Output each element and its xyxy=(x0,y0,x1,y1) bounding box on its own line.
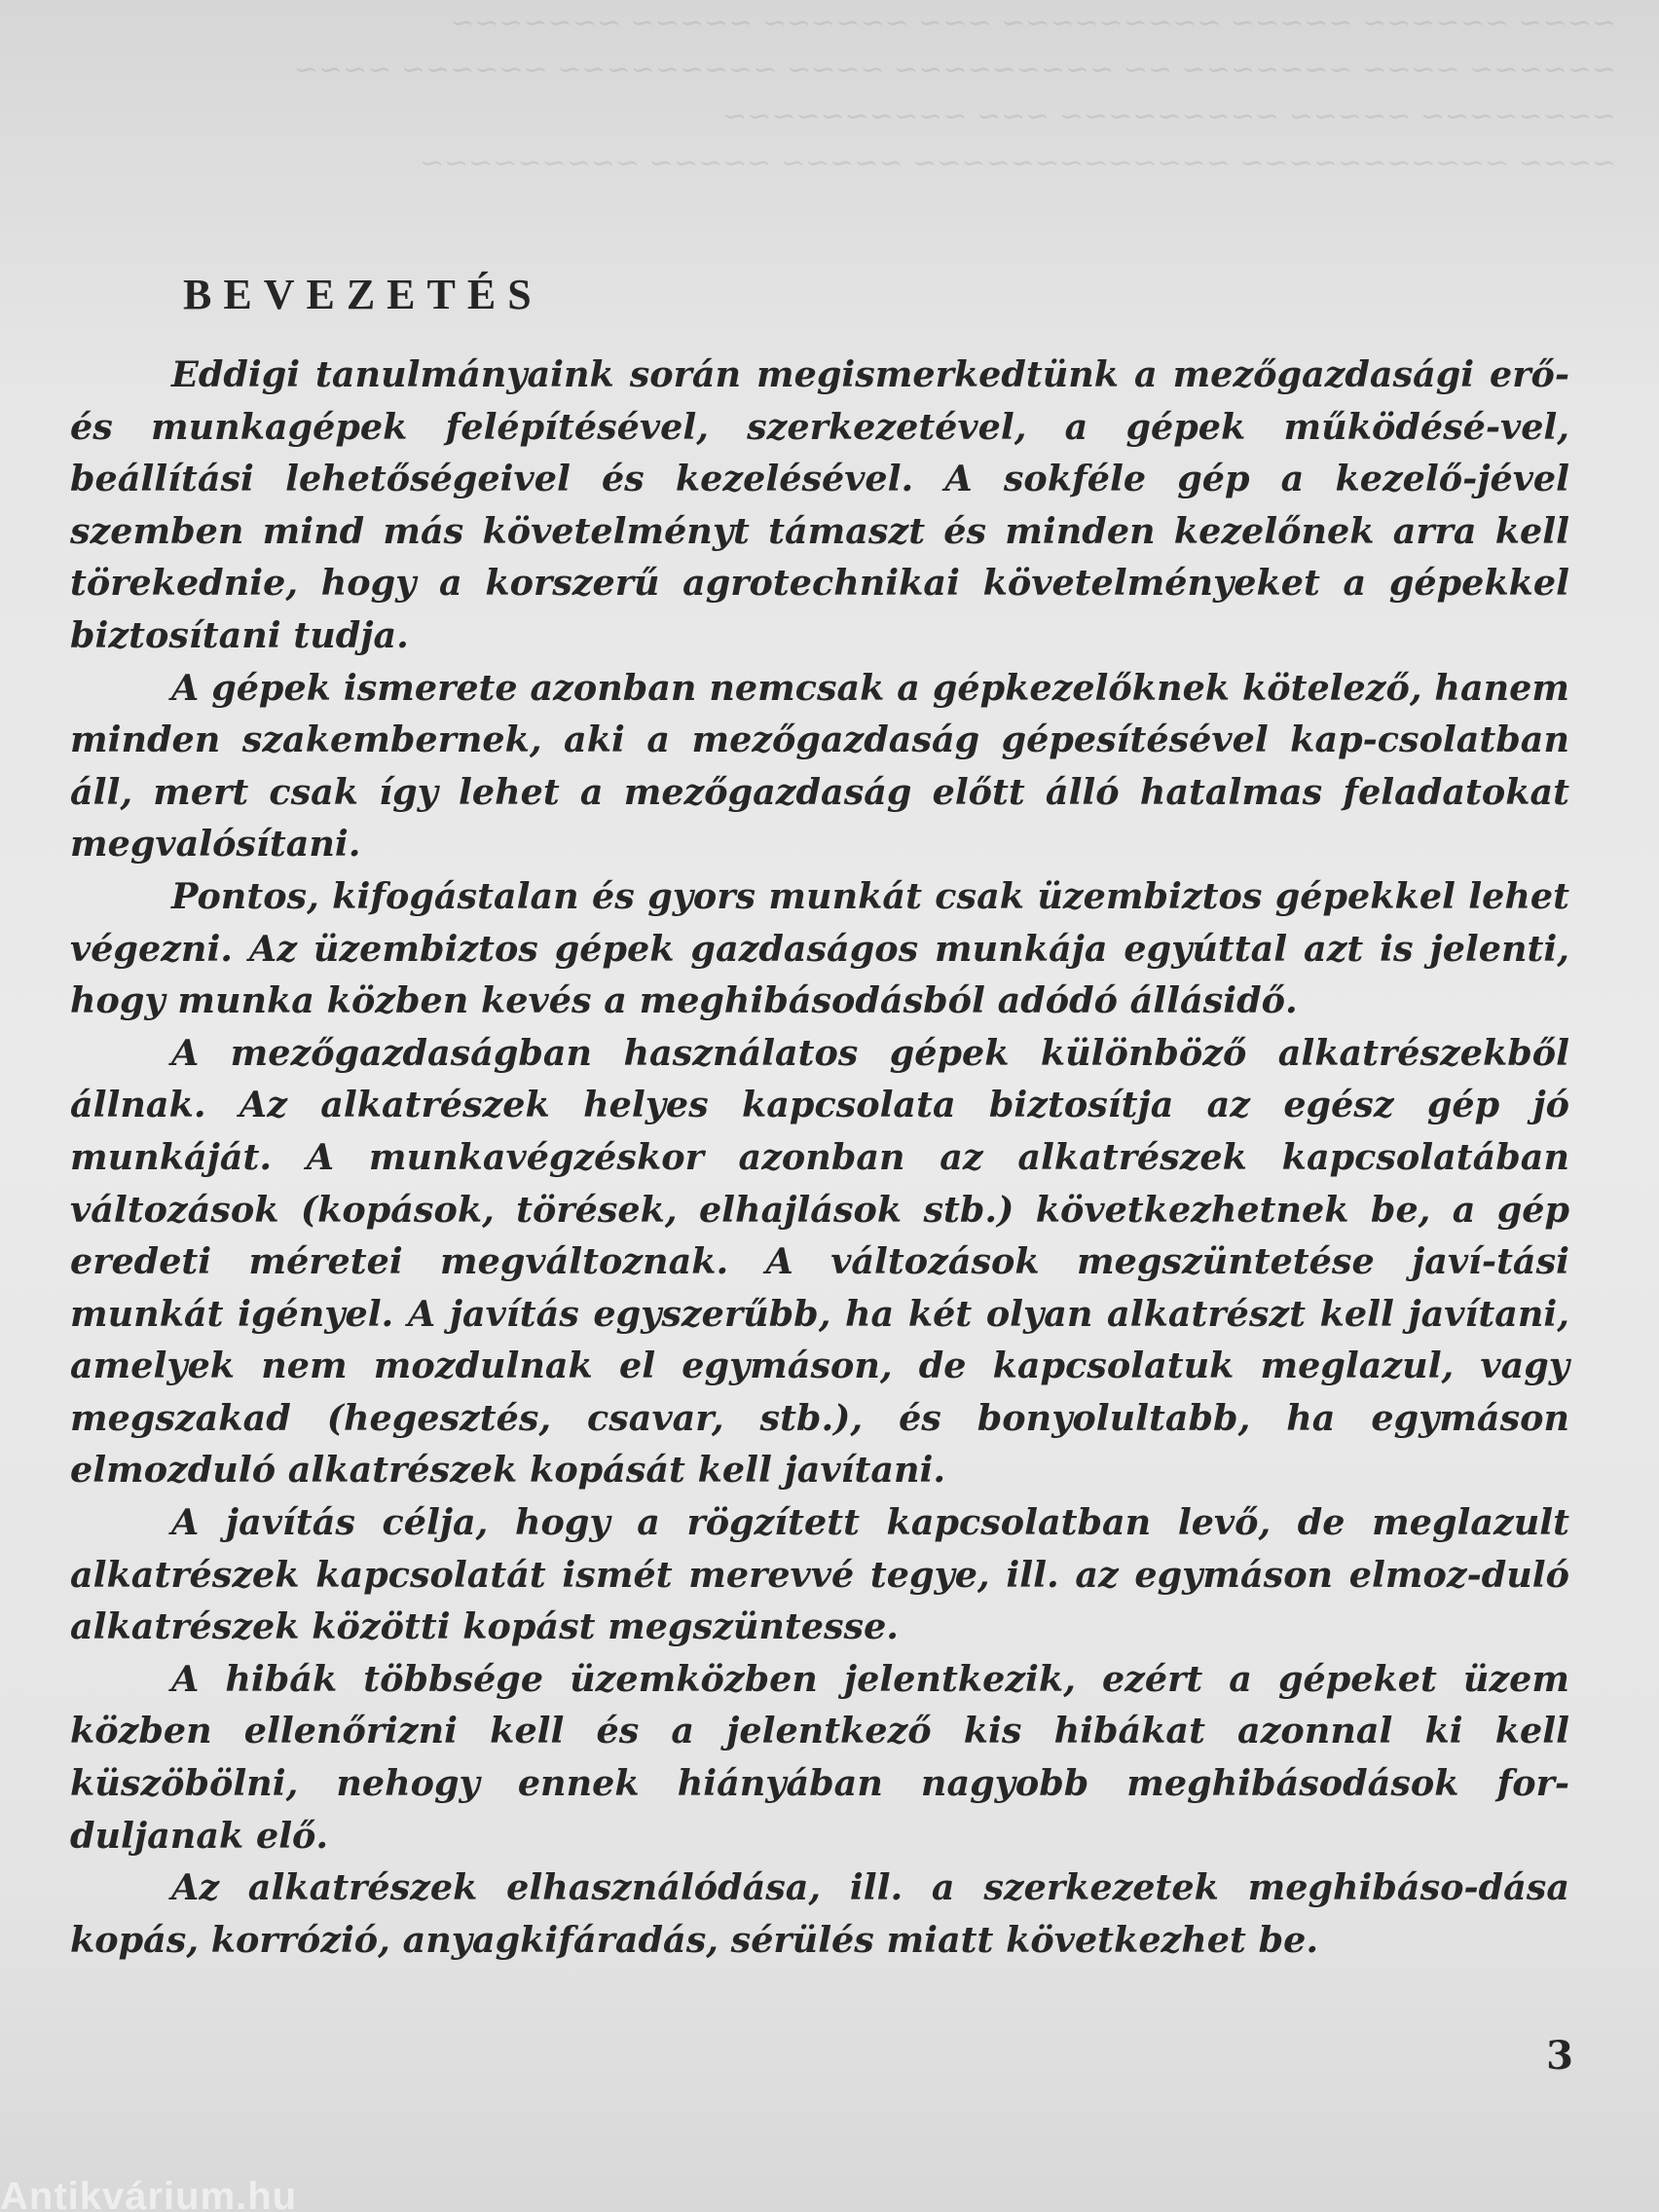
body-text xyxy=(70,349,1569,1966)
paragraph-6: A hibák többsége üzemközben jelentkezik, ezért a gépeket üzem közben ellenőrizni kell és a jelentkező kis hibákat azonnal ki kell küszöbölni, nehogy ennek hiányában nagyobb meghibásodások for-duljanak elő. xyxy=(70,1657,1569,1857)
paragraph-5: A javítás célja, hogy a rögzített kapcsolatban levő, de meglazult alkatrészek kapcsolatát ismét merevvé tegye, ill. az egymáson elmoz-duló alkatrészek közötti kopást megszüntesse. xyxy=(70,1501,1569,1648)
paragraph-7: Az alkatrészek elhasználódása, ill. a szerkezetek meghibáso-dása kopás, korrózió, anyagkifáradás, sérülés miatt következhet be. xyxy=(70,1866,1569,1961)
page-number: 3 xyxy=(1546,2033,1573,2079)
paragraph-2: A gépek ismerete azonban nemcsak a gépkezelőknek kötelező, hanem minden szakembernek, aki a mezőgazdaság gépesítésével kap-csolatban áll, mert csak így lehet a mezőgazdaság előtt álló hatalmas feladatokat megvalósítani. xyxy=(70,666,1569,866)
page-title: BEVEZETÉS xyxy=(183,271,543,319)
show-through-texture: ~~~~ ~~~~~~ ~~~~~ ~~~~~~~~~ ~~~ ~~~~~~ ~~~~~ ~~~~~~~ ~~~~~~ ~~~~ ~~~~~~~ ~~ ~~~~~~~~~ ~~~~ ~~~~~~~~~ ~~~~~~ ~~~~ ~~~~~~~~ ~~~~~ ~~~~~~~~~ ~~~ ~~~~~~~~~~ ~~~~ ~~~~~~~~~~~ ~~~~~~~~~~~~~ ~~~~~ ~~~~~ ~~~~~~~~~ xyxy=(293,6,1616,180)
paragraph-1: Eddigi tanulmányaink során megismerkedtünk a mezőgazdasági erő- és munkagépek felépítésével, szerkezetével, a gépek működésé-vel, beállítási lehetőségeivel és kezelésével. A sokféle gép a kezelő-jével szemben mind más követelményt támaszt és minden kezelőnek arra kell törekednie, hogy a korszerű agrotechnikai követelményeket a gépekkel biztosítani tudja. xyxy=(70,353,1569,656)
paragraph-4: A mezőgazdaságban használatos gépek különböző alkatrészekből állnak. Az alkatrészek helyes kapcsolata biztosítja az egész gép jó munkáját. A munkavégzéskor azonban az alkatrészek kapcsolatában változások (kopások, törések, elhajlások stb.) következhetnek be, a gép eredeti méretei megváltoznak. A változások megszüntetése javí-tási munkát igényel. A javítás egyszerűbb, ha két olyan alkatrészt kell javítani, amelyek nem mozdulnak el egymáson, de kapcsolatuk meglazul, vagy megszakad (hegesztés, csavar, stb.), és bonyolultabb, ha egymáson elmozduló alkatrészek kopását kell javítani. xyxy=(70,1031,1569,1492)
watermark: Antikvárium.hu xyxy=(0,2175,298,2212)
paragraph-3: Pontos, kifogástalan és gyors munkát csak üzembiztos gépekkel lehet végezni. Az üzembiztos gépek gazdaságos munkája egyúttal azt is jelenti, hogy munka közben kevés a meghibásodásból adódó állásidő. xyxy=(70,874,1569,1022)
